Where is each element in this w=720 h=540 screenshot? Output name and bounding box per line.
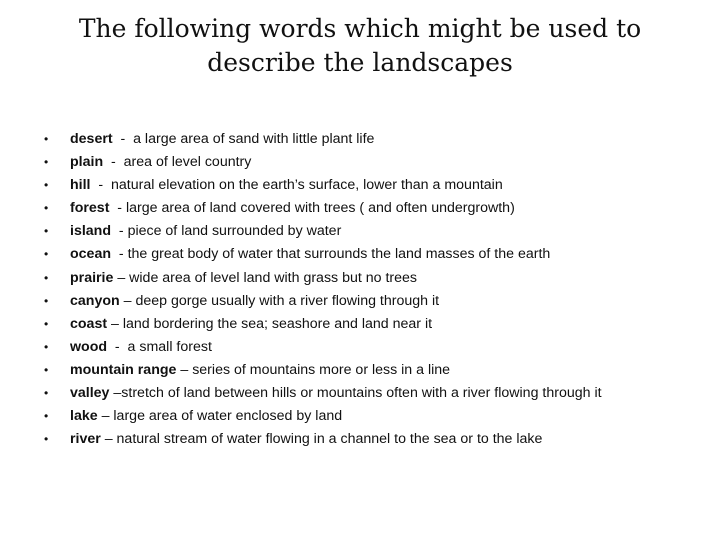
term-separator: - — [107, 338, 128, 355]
list-item — [0, 151, 720, 174]
bullet-icon: • — [44, 201, 49, 216]
term-definition: natural stream of water flowing in a channel to the sea or to the lake — [116, 431, 543, 448]
list-item — [0, 128, 720, 151]
term-separator: – — [100, 431, 117, 448]
bullet-icon: • — [44, 386, 49, 401]
term-definition: series of mountains more or less in a line — [192, 361, 451, 378]
bullet-icon: • — [44, 224, 49, 239]
term-separator: - — [109, 200, 126, 217]
term-definition: area of level country — [123, 154, 252, 171]
term-word: mountain range — [70, 361, 177, 378]
term-entry — [70, 405, 342, 428]
term-definition: natural elevation on the earth’s surface, lower than a mountain — [111, 177, 503, 194]
bullet-icon: • — [44, 339, 49, 354]
term-separator: - — [103, 154, 124, 171]
term-definition: a small forest — [127, 338, 212, 355]
list-item — [0, 267, 720, 290]
list-item — [0, 174, 720, 197]
bullet-icon: • — [44, 316, 49, 331]
list-item — [0, 243, 720, 266]
term-definition: stretch of land between hills or mountains often with a river flowing through it — [121, 385, 602, 402]
title-line-2: describe the landscapes — [207, 48, 513, 77]
term-definition: a large area of sand with little plant life — [133, 131, 375, 147]
term-entry — [70, 290, 439, 313]
list-item — [0, 359, 720, 382]
term-separator: - — [90, 177, 111, 194]
term-entry — [70, 267, 417, 290]
list-item — [0, 405, 720, 428]
list-item — [0, 220, 720, 243]
term-separator: – — [113, 269, 130, 286]
term-entry — [70, 359, 450, 382]
landscape-terms-list — [0, 128, 720, 451]
term-word: forest — [70, 200, 110, 217]
slide-title — [60, 12, 660, 80]
term-word: island — [70, 223, 111, 240]
bullet-icon: • — [44, 409, 49, 424]
term-separator: – — [176, 361, 193, 378]
term-entry — [70, 174, 503, 197]
term-word: coast — [70, 315, 108, 332]
term-definition: large area of land covered with trees ( and often undergrowth) — [125, 200, 515, 217]
term-separator: - — [111, 223, 128, 240]
term-separator: – — [97, 408, 114, 425]
term-definition: wide area of level land with grass but no trees — [129, 269, 418, 286]
list-item — [0, 428, 720, 451]
term-entry — [70, 336, 212, 359]
term-separator: – — [107, 315, 123, 332]
term-separator: – — [119, 292, 136, 309]
term-separator: - — [112, 131, 134, 147]
list-item — [0, 290, 720, 313]
bullet-icon: • — [44, 270, 49, 285]
term-word: river — [70, 431, 101, 448]
term-separator: – — [109, 385, 122, 402]
term-word: valley — [70, 385, 110, 402]
term-entry — [70, 197, 515, 220]
bullet-icon: • — [44, 362, 49, 377]
term-entry — [70, 313, 432, 336]
bullet-icon: • — [44, 432, 49, 447]
term-word: lake — [70, 408, 98, 425]
term-word: canyon — [70, 292, 120, 309]
term-separator: - — [111, 246, 128, 263]
list-item — [0, 382, 720, 405]
list-item — [0, 336, 720, 359]
term-entry — [70, 428, 542, 451]
term-word: hill — [70, 177, 91, 194]
term-word: wood — [70, 338, 108, 355]
term-entry — [70, 382, 602, 405]
bullet-icon: • — [44, 155, 49, 170]
term-word: desert — [70, 131, 113, 147]
title-line-1: The following words which might be used to — [78, 14, 642, 43]
bullet-icon: • — [44, 178, 49, 193]
term-definition: piece of land surrounded by water — [127, 223, 342, 240]
term-definition: land bordering the sea; seashore and land near it — [122, 315, 433, 332]
list-item — [0, 313, 720, 336]
term-entry — [70, 243, 550, 266]
bullet-icon: • — [44, 132, 49, 146]
bullet-icon: • — [44, 293, 49, 308]
term-word: prairie — [70, 269, 114, 286]
term-entry — [70, 220, 341, 243]
bullet-icon: • — [44, 247, 49, 262]
term-definition: large area of water enclosed by land — [113, 408, 343, 425]
term-entry — [70, 128, 374, 151]
term-definition: deep gorge usually with a river flowing through it — [135, 292, 440, 309]
list-item — [0, 197, 720, 220]
term-entry — [70, 151, 251, 174]
term-word: ocean — [70, 246, 112, 263]
term-definition: the great body of water that surrounds the land masses of the earth — [127, 246, 551, 263]
term-word: plain — [70, 154, 104, 171]
